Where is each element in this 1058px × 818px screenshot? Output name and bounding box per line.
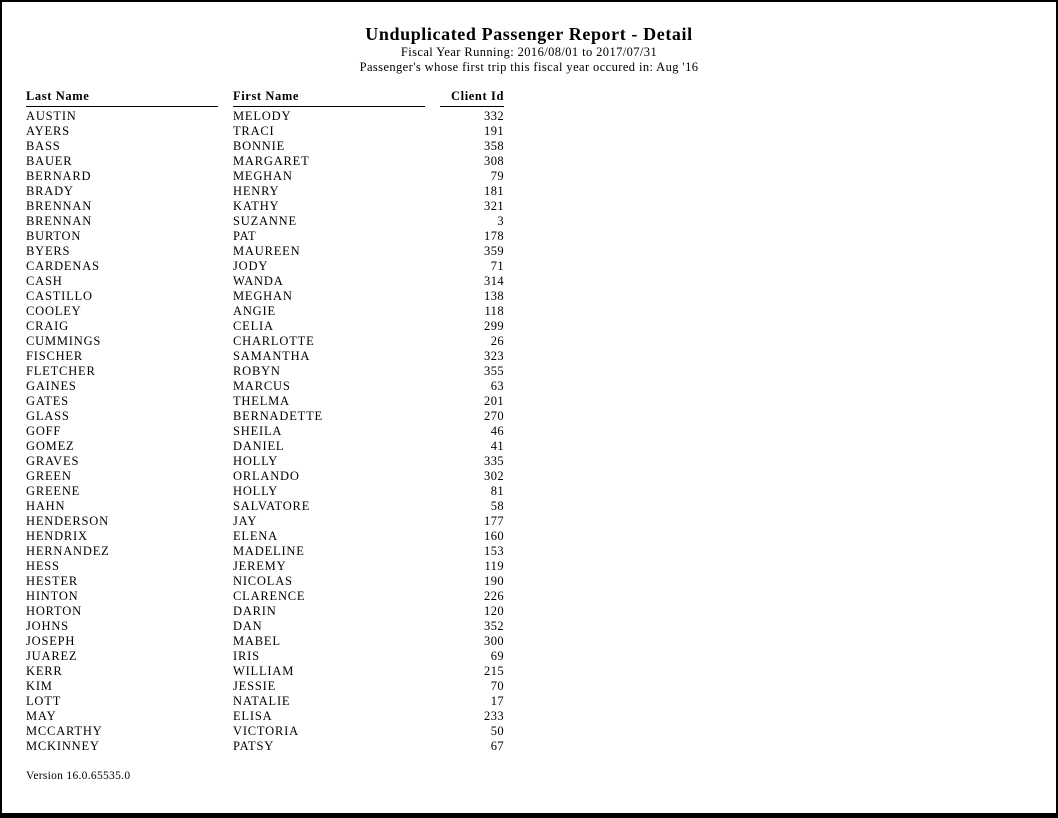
cell-first-name: DAN [233, 619, 263, 633]
cell-last-name: KIM [26, 679, 53, 693]
cell-last-name: GREENE [26, 484, 81, 498]
cell-client-id: 41 [490, 439, 504, 453]
cell-last-name: KERR [26, 664, 63, 678]
cell-first-name: HENRY [233, 184, 280, 198]
cell-last-name: CUMMINGS [26, 334, 102, 348]
cell-client-id: 67 [490, 739, 504, 753]
cell-first-name: HOLLY [233, 454, 279, 468]
cell-last-name: BERNARD [26, 169, 92, 183]
cell-first-name: WILLIAM [233, 664, 295, 678]
cell-client-id: 46 [490, 424, 504, 438]
cell-first-name: JESSIE [233, 679, 277, 693]
cell-client-id: 79 [490, 169, 504, 183]
cell-last-name: CASTILLO [26, 289, 93, 303]
cell-client-id: 233 [484, 709, 504, 723]
cell-last-name: HINTON [26, 589, 79, 603]
cell-first-name: SAMANTHA [233, 349, 311, 363]
cell-client-id: 314 [484, 274, 504, 288]
cell-first-name: DANIEL [233, 439, 285, 453]
cell-first-name: BERNADETTE [233, 409, 323, 423]
version-label: Version 16.0.65535.0 [26, 770, 131, 782]
cell-last-name: JUAREZ [26, 649, 78, 663]
cell-client-id: 332 [484, 109, 504, 123]
cell-last-name: HESTER [26, 574, 79, 588]
cell-first-name: MARCUS [233, 379, 291, 393]
cell-first-name: WANDA [233, 274, 284, 288]
cell-first-name: ROBYN [233, 364, 281, 378]
cell-client-id: 160 [484, 529, 504, 543]
cell-last-name: MAY [26, 709, 57, 723]
page-title: Unduplicated Passenger Report - Detail [365, 24, 693, 44]
cell-client-id: 81 [490, 484, 504, 498]
cell-last-name: FISCHER [26, 349, 84, 363]
cell-first-name: MABEL [233, 634, 281, 648]
cell-client-id: 63 [490, 379, 504, 393]
cell-client-id: 226 [484, 589, 504, 603]
cell-first-name: SHEILA [233, 424, 283, 438]
column-header-first-name: First Name [233, 89, 425, 107]
cell-client-id: 190 [484, 574, 504, 588]
cell-last-name: HENDRIX [26, 529, 88, 543]
cell-first-name: NICOLAS [233, 574, 293, 588]
column-header-client-id: Client Id [440, 89, 504, 107]
filter-subtitle: Passenger's whose first trip this fiscal year occured in: Aug '16 [359, 60, 699, 74]
cell-client-id: 358 [484, 139, 504, 153]
cell-first-name: ANGIE [233, 304, 276, 318]
cell-client-id: 308 [484, 154, 504, 168]
cell-first-name: CELIA [233, 319, 274, 333]
cell-first-name: JEREMY [233, 559, 287, 573]
cell-last-name: AYERS [26, 124, 70, 138]
cell-last-name: AUSTIN [26, 109, 77, 123]
cell-last-name: BURTON [26, 229, 82, 243]
cell-first-name: CLARENCE [233, 589, 306, 603]
cell-client-id: 26 [490, 334, 504, 348]
cell-first-name: HOLLY [233, 484, 279, 498]
cell-client-id: 120 [484, 604, 504, 618]
cell-first-name: BONNIE [233, 139, 286, 153]
cell-first-name: TRACI [233, 124, 275, 138]
cell-last-name: GOMEZ [26, 439, 75, 453]
cell-last-name: CRAIG [26, 319, 69, 333]
cell-last-name: BRENNAN [26, 199, 93, 213]
cell-last-name: COOLEY [26, 304, 82, 318]
cell-last-name: GATES [26, 394, 69, 408]
cell-client-id: 118 [484, 304, 504, 318]
cell-last-name: GAINES [26, 379, 77, 393]
cell-client-id: 178 [484, 229, 504, 243]
cell-client-id: 177 [484, 514, 504, 528]
cell-first-name: PAT [233, 229, 257, 243]
cell-first-name: MADELINE [233, 544, 305, 558]
cell-client-id: 191 [484, 124, 504, 138]
cell-client-id: 70 [490, 679, 504, 693]
cell-last-name: JOHNS [26, 619, 69, 633]
cell-client-id: 355 [484, 364, 504, 378]
cell-client-id: 181 [484, 184, 504, 198]
cell-client-id: 138 [484, 289, 504, 303]
cell-last-name: BASS [26, 139, 61, 153]
cell-first-name: IRIS [233, 649, 260, 663]
cell-first-name: ORLANDO [233, 469, 300, 483]
cell-first-name: KATHY [233, 199, 280, 213]
cell-last-name: MCKINNEY [26, 739, 100, 753]
cell-client-id: 58 [490, 499, 504, 513]
fiscal-year-subtitle: Fiscal Year Running: 2016/08/01 to 2017/07/31 [400, 45, 658, 59]
cell-first-name: SUZANNE [233, 214, 297, 228]
cell-first-name: MEGHAN [233, 289, 293, 303]
cell-last-name: BYERS [26, 244, 71, 258]
cell-first-name: PATSY [233, 739, 275, 753]
cell-client-id: 69 [490, 649, 504, 663]
cell-first-name: JODY [233, 259, 269, 273]
cell-last-name: BRENNAN [26, 214, 93, 228]
cell-last-name: GREEN [26, 469, 72, 483]
cell-client-id: 359 [484, 244, 504, 258]
cell-client-id: 352 [484, 619, 504, 633]
cell-last-name: HORTON [26, 604, 82, 618]
table-body [26, 109, 506, 754]
cell-first-name: DARIN [233, 604, 277, 618]
cell-client-id: 119 [484, 559, 504, 573]
cell-client-id: 299 [484, 319, 504, 333]
cell-last-name: HERNANDEZ [26, 544, 110, 558]
table-header-row [26, 89, 506, 107]
cell-last-name: CASH [26, 274, 63, 288]
cell-first-name: THELMA [233, 394, 290, 408]
cell-last-name: GOFF [26, 424, 62, 438]
cell-client-id: 50 [490, 724, 504, 738]
cell-last-name: BAUER [26, 154, 73, 168]
cell-first-name: NATALIE [233, 694, 291, 708]
cell-client-id: 71 [490, 259, 504, 273]
cell-first-name: MARGARET [233, 154, 310, 168]
cell-first-name: JAY [233, 514, 258, 528]
cell-client-id: 323 [484, 349, 504, 363]
cell-last-name: HAHN [26, 499, 66, 513]
cell-client-id: 3 [497, 214, 504, 228]
cell-first-name: MELODY [233, 109, 292, 123]
cell-client-id: 335 [484, 454, 504, 468]
cell-last-name: GRAVES [26, 454, 80, 468]
cell-last-name: JOSEPH [26, 634, 76, 648]
passenger-table [26, 89, 506, 754]
cell-last-name: BRADY [26, 184, 74, 198]
cell-first-name: ELISA [233, 709, 273, 723]
cell-client-id: 321 [484, 199, 504, 213]
cell-client-id: 215 [484, 664, 504, 678]
cell-last-name: GLASS [26, 409, 70, 423]
cell-first-name: MEGHAN [233, 169, 293, 183]
cell-last-name: CARDENAS [26, 259, 100, 273]
cell-first-name: VICTORIA [233, 724, 299, 738]
cell-client-id: 153 [484, 544, 504, 558]
cell-last-name: LOTT [26, 694, 62, 708]
cell-client-id: 270 [484, 409, 504, 423]
cell-client-id: 17 [490, 694, 504, 708]
column-header-last-name: Last Name [26, 89, 218, 107]
cell-first-name: MAUREEN [233, 244, 301, 258]
cell-last-name: HESS [26, 559, 60, 573]
cell-first-name: CHARLOTTE [233, 334, 315, 348]
cell-last-name: HENDERSON [26, 514, 109, 528]
cell-last-name: FLETCHER [26, 364, 96, 378]
cell-first-name: ELENA [233, 529, 278, 543]
cell-client-id: 302 [484, 469, 504, 483]
cell-first-name: SALVATORE [233, 499, 311, 513]
cell-client-id: 201 [484, 394, 504, 408]
cell-last-name: MCCARTHY [26, 724, 103, 738]
cell-client-id: 300 [484, 634, 504, 648]
